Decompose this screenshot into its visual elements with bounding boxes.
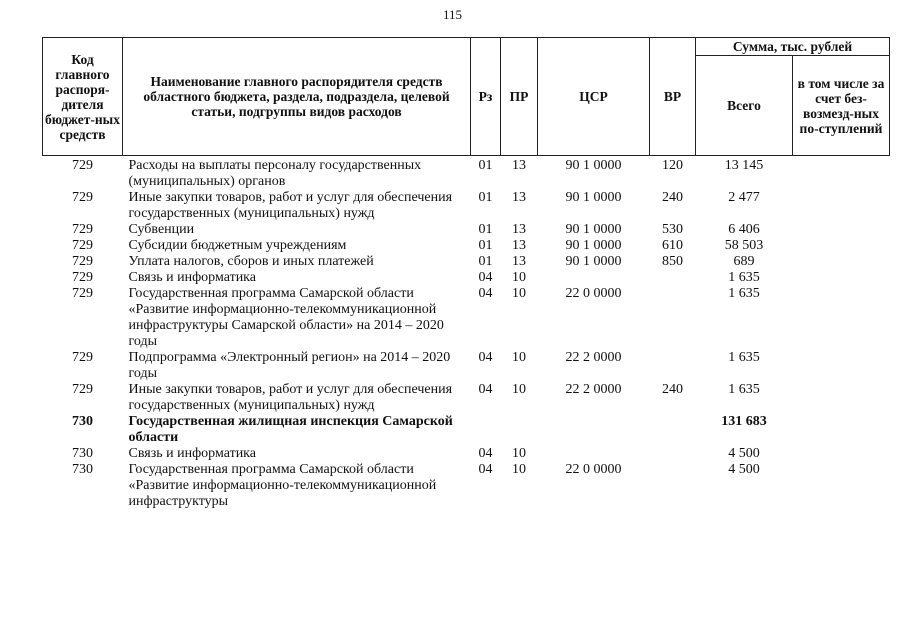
- header-total: Всего: [696, 56, 793, 156]
- cell-total: 4 500: [728, 462, 760, 477]
- cell-total: 1 635: [728, 350, 760, 365]
- cell-gratis: [793, 446, 890, 462]
- cell-vr: [650, 462, 696, 510]
- cell-name: Государственная программа Самарской области «Развитие информационно-телекоммуникационной инфраструктуры: [128, 462, 437, 509]
- cell-csr: [538, 414, 650, 446]
- cell-rz: 04: [478, 270, 493, 285]
- cell-gratis: [793, 462, 890, 510]
- cell-code: 729: [72, 190, 93, 205]
- cell-vr: [650, 350, 696, 382]
- cell-vr: 530: [662, 222, 683, 237]
- cell-vr: 610: [662, 238, 683, 253]
- cell-rz: 04: [478, 462, 493, 477]
- cell-vr: [650, 446, 696, 462]
- header-csr: ЦСР: [538, 38, 650, 156]
- cell-name: Уплата налогов, сборов и иных платежей: [128, 254, 374, 269]
- cell-gratis: [793, 414, 890, 446]
- table-body: [43, 156, 890, 511]
- cell-csr: 90 1 0000: [565, 158, 622, 173]
- cell-code: 729: [72, 350, 93, 365]
- cell-rz: 04: [478, 286, 493, 301]
- cell-rz: [471, 414, 501, 446]
- cell-vr: 240: [662, 382, 683, 397]
- cell-rz: 04: [478, 350, 493, 365]
- cell-total: 2 477: [728, 190, 760, 205]
- cell-pr: 10: [512, 270, 526, 285]
- table-row: [43, 350, 890, 382]
- cell-name: Связь и информатика: [128, 270, 256, 285]
- cell-pr: 10: [512, 446, 526, 461]
- cell-vr: 850: [662, 254, 683, 269]
- table-row: [43, 254, 890, 270]
- cell-pr: 10: [512, 462, 526, 477]
- cell-gratis: [793, 238, 890, 254]
- cell-pr: 10: [512, 286, 526, 301]
- cell-name: Расходы на выплаты персоналу государственных (муниципальных) органов: [128, 158, 422, 189]
- cell-gratis: [793, 270, 890, 286]
- cell-name: Иные закупки товаров, работ и услуг для обеспечения государственных (муниципальных) нужд: [128, 190, 453, 221]
- cell-rz: 01: [478, 254, 493, 269]
- table-row: [43, 190, 890, 222]
- cell-csr: 90 1 0000: [565, 190, 622, 205]
- table-row: [43, 462, 890, 510]
- cell-gratis: [793, 222, 890, 238]
- cell-rz: 04: [478, 446, 493, 461]
- cell-gratis: [793, 382, 890, 414]
- cell-csr: [538, 446, 650, 462]
- cell-total: 689: [733, 254, 755, 269]
- cell-code: 729: [72, 270, 93, 285]
- cell-rz: 01: [478, 238, 493, 253]
- cell-rz: 01: [478, 222, 493, 237]
- cell-vr: [650, 270, 696, 286]
- cell-total: 1 635: [728, 382, 760, 397]
- cell-gratis: [793, 254, 890, 270]
- table-row: [43, 382, 890, 414]
- cell-pr: [501, 414, 538, 446]
- cell-pr: 13: [512, 158, 526, 173]
- cell-total: 4 500: [728, 446, 760, 461]
- table-row: [43, 414, 890, 446]
- header-pr: ПР: [501, 38, 538, 156]
- table-row: [43, 156, 890, 191]
- cell-gratis: [793, 286, 890, 350]
- cell-csr: 90 1 0000: [565, 238, 622, 253]
- cell-code: 729: [72, 254, 93, 269]
- cell-pr: 13: [512, 254, 526, 269]
- cell-csr: 22 0 0000: [565, 462, 622, 477]
- cell-code: 730: [72, 462, 93, 477]
- cell-code: 730: [72, 414, 93, 429]
- cell-name: Субсидии бюджетным учреждениям: [128, 238, 347, 253]
- cell-total: 6 406: [728, 222, 760, 237]
- cell-csr: [538, 270, 650, 286]
- cell-name: Государственная жилищная инспекция Самарской области: [128, 414, 453, 445]
- cell-code: 729: [72, 238, 93, 253]
- cell-gratis: [793, 156, 890, 191]
- cell-code: 729: [72, 158, 93, 173]
- cell-name: Иные закупки товаров, работ и услуг для обеспечения государственных (муниципальных) нужд: [128, 382, 453, 413]
- table-row: [43, 286, 890, 350]
- cell-rz: 04: [478, 382, 493, 397]
- page-number: 115: [442, 7, 463, 22]
- cell-gratis: [793, 350, 890, 382]
- cell-rz: 01: [478, 190, 493, 205]
- header-gratis: в том числе за счет без-возмезд-ных по-ступлений: [793, 56, 890, 156]
- cell-name: Государственная программа Самарской области «Развитие информационно-телекоммуникационной инфраструктуры Самарской области» на 2014 – 2020 годы: [128, 286, 444, 349]
- cell-vr: [650, 414, 696, 446]
- cell-code: 729: [72, 222, 93, 237]
- table-row: [43, 222, 890, 238]
- cell-vr: 120: [662, 158, 683, 173]
- cell-csr: 22 2 0000: [565, 382, 622, 397]
- cell-vr: [650, 286, 696, 350]
- cell-total: 58 503: [724, 238, 764, 253]
- cell-csr: 22 2 0000: [565, 350, 622, 365]
- cell-total: 131 683: [721, 414, 767, 429]
- cell-total: 1 635: [728, 270, 760, 285]
- cell-name: Связь и информатика: [128, 446, 256, 461]
- cell-pr: 13: [512, 222, 526, 237]
- cell-csr: 90 1 0000: [565, 254, 622, 269]
- cell-code: 730: [72, 446, 93, 461]
- table-row: [43, 446, 890, 462]
- cell-rz: 01: [478, 158, 493, 173]
- cell-code: 729: [72, 382, 93, 397]
- cell-pr: 13: [512, 238, 526, 253]
- header-sum: Сумма, тыс. рублей: [696, 38, 890, 56]
- cell-csr: 22 0 0000: [565, 286, 622, 301]
- header-name: Наименование главного распорядителя средств областного бюджета, раздела, подраздела, целевой статьи, подгруппы видов расходов: [123, 38, 471, 156]
- cell-pr: 13: [512, 190, 526, 205]
- cell-gratis: [793, 190, 890, 222]
- header-vr: ВР: [650, 38, 696, 156]
- cell-total: 1 635: [728, 286, 760, 301]
- cell-pr: 10: [512, 382, 526, 397]
- table-row: [43, 270, 890, 286]
- budget-table: [42, 37, 890, 510]
- header-rz: Рз: [471, 38, 501, 156]
- cell-pr: 10: [512, 350, 526, 365]
- header-code: Код главного распоря-дителя бюджет-ных средств: [43, 38, 123, 156]
- table-row: [43, 238, 890, 254]
- cell-vr: 240: [662, 190, 683, 205]
- cell-name: Субвенции: [128, 222, 195, 237]
- cell-code: 729: [72, 286, 93, 301]
- cell-csr: 90 1 0000: [565, 222, 622, 237]
- cell-name: Подпрограмма «Электронный регион» на 2014 – 2020 годы: [128, 350, 451, 381]
- cell-total: 13 145: [724, 158, 764, 173]
